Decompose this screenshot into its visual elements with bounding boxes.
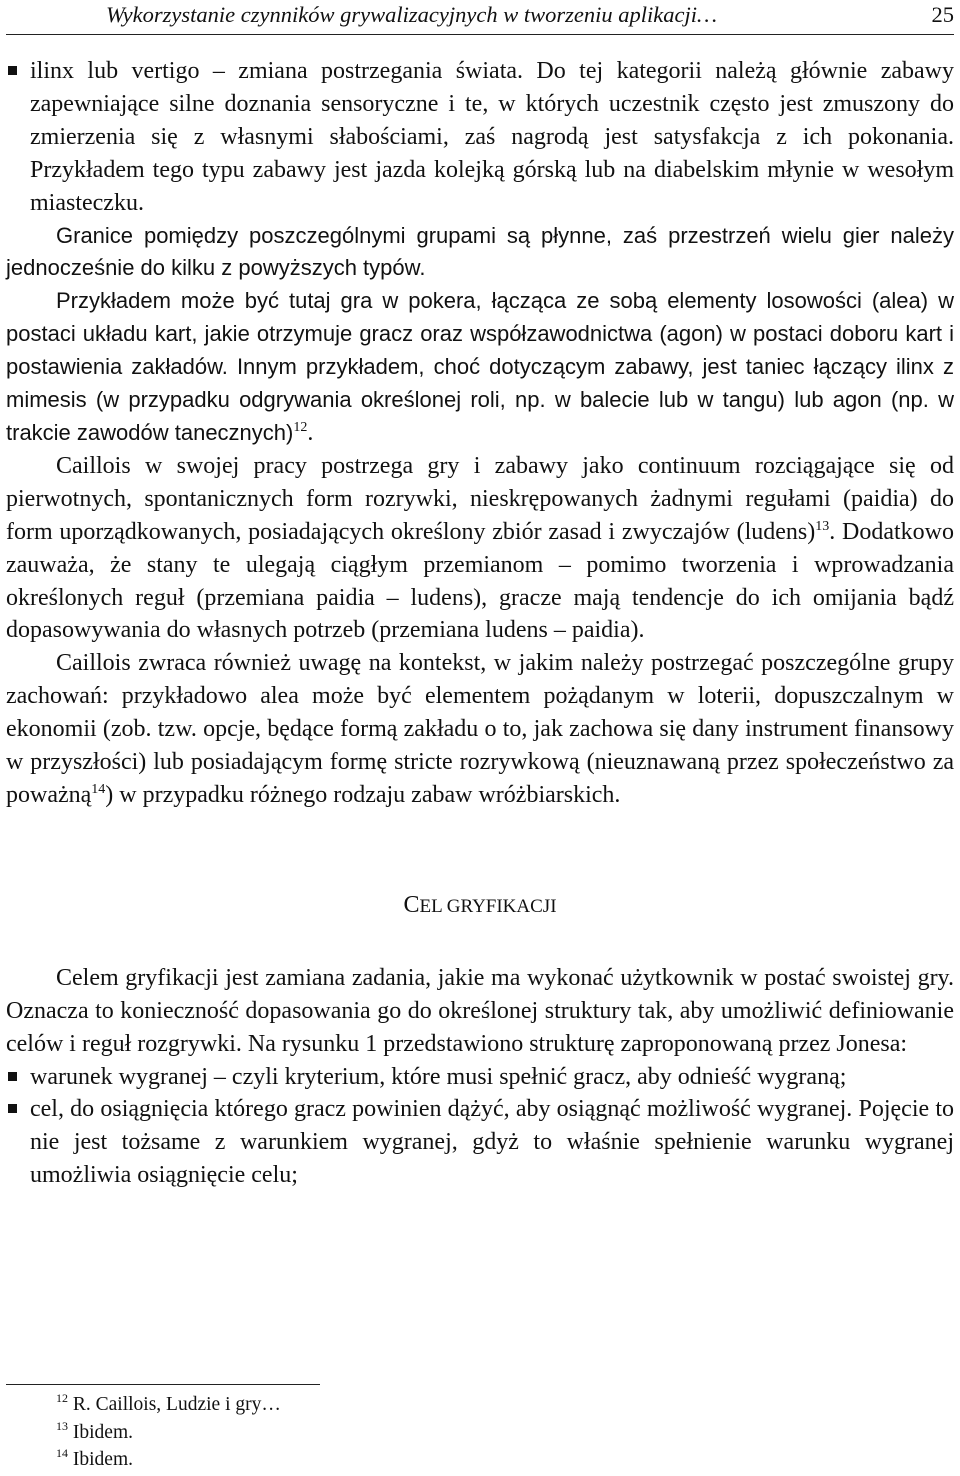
bullet-item-goal — [6, 1093, 954, 1192]
square-bullet-icon — [8, 66, 17, 75]
footnote-separator — [6, 1384, 320, 1385]
paragraph-boundaries: Granice pomiędzy poszczególnymi grupami są płynne, zaś przestrzeń wielu gier należy jednocześnie do kilku z powyższych typów. — [6, 222, 954, 281]
footnote-13: $^{13}$ Ibidem. — [56, 1419, 133, 1443]
footnote-12: $^{12}$ R. Caillois, Ludzie i gry… — [56, 1391, 281, 1415]
footnote-ref-14[interactable]: 14 — [91, 781, 106, 797]
square-bullet-icon — [8, 1072, 17, 1081]
footnote-ref-13[interactable]: 13 — [815, 518, 830, 534]
header-title: Wykorzystanie czynników grywalizacyjnych w tworzeniu aplikacji… — [106, 2, 717, 27]
paragraph-gryfikacja-goal: Celem gryfikacji jest zamiana zadania, jakie ma wykonać użytkownik w postać swoistej gry. Oznacza to konieczność dopasowania go do określonej struktury tak, aby umożliwić definiowanie celów i reguł rozgrywki. Na rysunku 1 przedstawiono strukturę zaproponowaną przez Jonesa: — [6, 964, 954, 1057]
page-number: 25 — [931, 2, 954, 27]
running-header — [6, 0, 954, 35]
bullet-text: cel, do osiągnięcia którego gracz powinien dążyć, aby osiągnąć możliwość wygranej. Pojęcie to nie jest tożsame z warunkiem wygranej, gdyż to właśnie spełnienie warunku wygranej umożliwia osiągnięcie celu; — [30, 1096, 954, 1189]
bullet-text: warunek wygranej – czyli kryterium, które musi spełnić gracz, aby odnieść wygraną; — [30, 1063, 847, 1090]
bullet-item-ilinx — [6, 55, 954, 220]
bullet-item-win-condition — [6, 1061, 954, 1094]
paragraph-continuum: Caillois w swojej pracy postrzega gry i zabawy jako continuum rozciągające się od pierwotnych, spontanicznych form rozrywki, nieskrępowanych żadnymi regułami (paidia) do form uporządkowanych, posiadających określony zbiór zasad i zwyczajów (ludens)$^{13}$. Dodatkowo zauważa, że stany te ulegają ciągłym przemianom – pomimo tworzenia i wprowadzania określonych reguł (przemiana paidia – ludens), gracze mają tendencje do ich omijania bądź dopasowywania do własnych potrzeb (przemiana ludens – paidia). — [6, 452, 954, 644]
footnote-ref-12[interactable]: 12 — [293, 419, 308, 435]
footnote-14: $^{14}$ Ibidem. — [56, 1446, 133, 1470]
paragraph-context: Caillois zwraca również uwagę na kontekst, w jakim należy postrzegać poszczególne grupy zachowań: przykładowo alea może być elementem pożądanym w loterii, dopuszczalnym w ekonomii (zob. tzw. opcje, będące formą zakładu o to, jak zachowa się dany instrument finansowy w przyszłości) lub posiadającym formę stricte rozrywkową (nieuznawaną przez społeczeństwo za poważną$^{14}$) w przypadku różnego rodzaju zabaw wróżbiarskich. — [6, 650, 954, 808]
document-page — [6, 0, 954, 1470]
paragraph-poker-example: Przykładem może być tutaj gra w pokera, łącząca ze sobą elementy losowości (alea) w postaci układu kart, jakie otrzymuje gracz oraz współzawodnictwa (agon) w postaci doboru kart i postawienia zakładów. Innym przykładem, choć dotyczącym zabawy, jest taniec łączący ilinx z mimesis (w przypadku odgrywania określonej roli, np. w balecie lub w tangu) lub agon (np. w trakcie zawodów tanecznych)$^{12}$. — [6, 288, 954, 446]
section-heading: CEL GRYFIKACJI — [403, 891, 557, 918]
body-text — [6, 55, 954, 1192]
square-bullet-icon — [8, 1104, 17, 1113]
bullet-text: ilinx lub vertigo – zmiana postrzegania świata. Do tej kategorii należą głównie zabawy zapewniające silne doznania sensoryczne i te, w których uczestnik często jest zmuszony do zmierzenia się z własnymi słabościami, zaś nagrodą jest satysfakcja z ich pokonania. Przykładem tego typu zabawy jest jazda kolejką górską lub na diabelskim młynie w wesołym miasteczku. — [30, 58, 954, 216]
